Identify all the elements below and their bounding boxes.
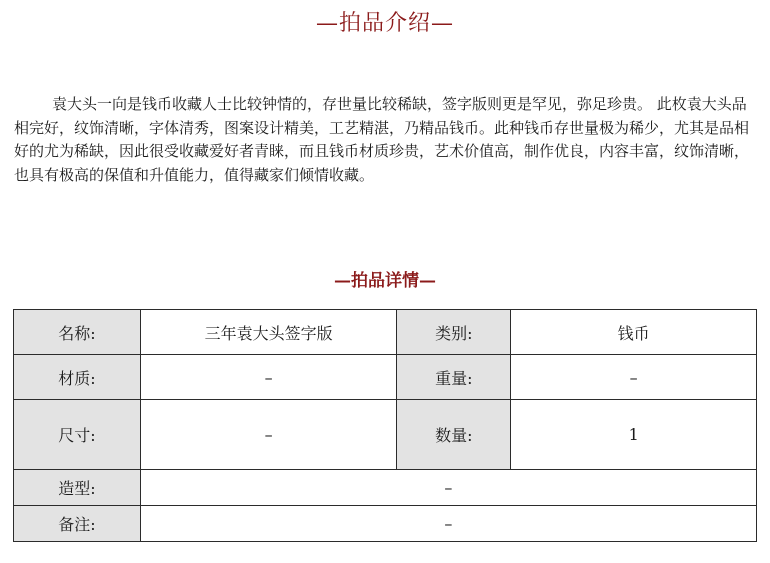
size-label: 尺寸:	[14, 400, 141, 470]
details-table	[13, 309, 757, 542]
intro-paragraph: 袁大头一向是钱币收藏人士比较钟情的，存世量比较稀缺，签字版则更是罕见，弥足珍贵。 此枚袁大头品相完好，纹饰清晰，字体清秀，图案设计精美，工艺精湛，乃精品钱币。此种钱币存世量极为稀少，尤其是品相好的尤为稀缺，因此很受收藏爱好者青睐，而且钱币材质珍贵，艺术价值高，制作优良，内容丰富，纹饰清晰，也具有极高的保值和升值能力，值得藏家们倾情收藏。	[14, 95, 750, 184]
table-row	[14, 355, 757, 400]
material-label: 材质:	[14, 355, 141, 400]
shape-value: –	[140, 470, 756, 506]
name-value: 三年袁大头签字版	[140, 310, 397, 355]
table-row	[14, 506, 757, 542]
table-row	[14, 400, 757, 470]
intro-title: —拍品介绍—	[315, 11, 454, 36]
name-label: 名称:	[14, 310, 141, 355]
table-row	[14, 310, 757, 355]
size-value: –	[140, 400, 397, 470]
notes-label: 备注:	[14, 506, 141, 542]
weight-value: –	[511, 355, 757, 400]
details-title: —拍品详情—	[334, 271, 436, 291]
category-value: 钱币	[511, 310, 757, 355]
material-value: –	[140, 355, 397, 400]
category-label: 类别:	[397, 310, 511, 355]
quantity-value: 1	[511, 400, 757, 470]
notes-value: –	[140, 506, 756, 542]
weight-label: 重量:	[397, 355, 511, 400]
table-row	[14, 470, 757, 506]
quantity-label: 数量:	[397, 400, 511, 470]
shape-label: 造型:	[14, 470, 141, 506]
